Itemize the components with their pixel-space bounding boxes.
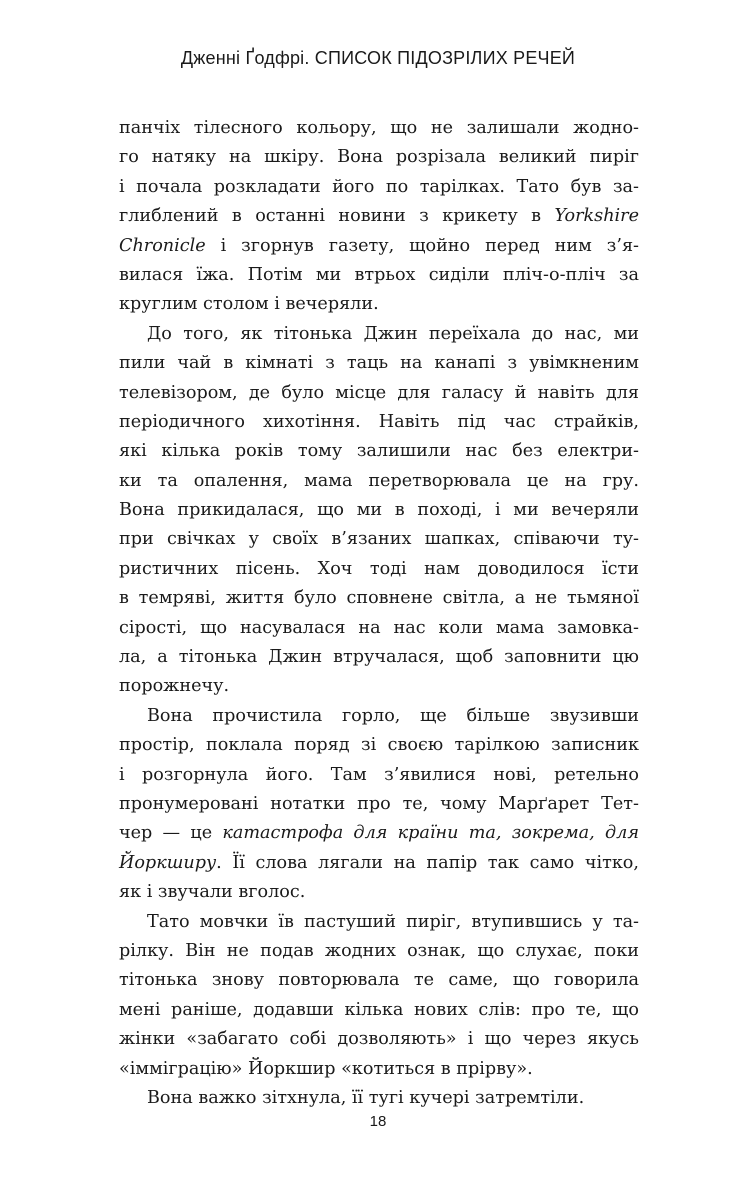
text-line: [119, 379, 639, 408]
text-segment: чер — це: [119, 823, 223, 844]
text-line: [119, 525, 639, 554]
text-line: [119, 761, 639, 790]
text-segment: круглим столом і вечеряли.: [119, 294, 379, 315]
text-line: [119, 202, 639, 231]
text-line: [119, 849, 639, 878]
text-line: [119, 349, 639, 378]
text-segment: го натяку на шкіру. Вона розрізала великий пиріг: [119, 147, 639, 168]
text-segment: ла, а тітонька Джин втручалася, щоб заповнити цю: [119, 647, 639, 668]
text-segment: пронумеровані нотатки про те, чому Марґарет Тет-: [119, 793, 639, 814]
text-line: [119, 143, 639, 172]
text-segment: Вона прикидалася, що ми в поході, і ми вечеряли: [119, 500, 639, 521]
text-segment: порожнечу.: [119, 676, 230, 697]
text-segment: періодичного хихотіння. Навіть під час страйків,: [119, 411, 639, 432]
text-line: [119, 996, 639, 1025]
italic-text: Yorkshire: [554, 206, 639, 227]
text-line: [119, 408, 639, 437]
text-segment: і згорнув газету, щойно перед ним з’я-: [205, 235, 639, 256]
text-segment: вилася їжа. Потім ми втрьох сиділи пліч-о-пліч за: [119, 264, 639, 285]
text-segment: . Її слова лягали на папір так само чітко,: [216, 852, 639, 873]
text-segment: «імміграцію» Йоркшир «котиться в прірву».: [119, 1058, 533, 1079]
text-line: [119, 731, 639, 760]
body-text: [119, 114, 639, 1113]
text-segment: і розгорнула його. Там з’явилися нові, ретельно: [119, 764, 639, 785]
text-line: [119, 173, 639, 202]
text-line: [119, 1025, 639, 1054]
text-segment: Вона важко зітхнула, її тугі кучері затремтіли.: [147, 1087, 585, 1108]
text-segment: панчіх тілесного кольору, що не залишали жодно-: [119, 118, 639, 138]
text-segment: як і звучали вголос.: [119, 882, 306, 903]
running-header: Дженні Ґодфрі. СПИСОК ПІДОЗРІЛИХ РЕЧЕЙ: [180, 48, 576, 68]
text-line: [119, 232, 639, 261]
italic-text: Chronicle: [119, 235, 206, 256]
text-line: [119, 819, 639, 848]
text-line: [119, 1055, 639, 1084]
text-line: [119, 878, 639, 907]
text-line: [119, 320, 639, 349]
text-segment: пили чай в кімнаті з таць на канапі з увімкненим: [119, 353, 639, 374]
italic-text: катастрофа для країни та, зокрема, для: [222, 823, 639, 844]
text-segment: і почала розкладати його по тарілках. Тато був за-: [119, 176, 639, 197]
text-line: [119, 290, 639, 319]
text-line: [119, 114, 639, 143]
text-segment: ристичних пісень. Хоч тоді нам доводилося їсти: [119, 558, 639, 579]
text-segment: ки та опалення, мама перетворювала це на гру.: [119, 470, 639, 491]
text-segment: До того, як тітонька Джин переїхала до нас, ми: [147, 323, 639, 344]
text-line: [119, 584, 639, 613]
page-number: 18: [369, 1113, 387, 1130]
italic-text: Йоркширу: [119, 852, 217, 873]
text-segment: жінки «забагато собі дозволяють» і що через якусь: [119, 1029, 639, 1050]
text-line: [119, 966, 639, 995]
text-segment: при свічках у своїх в’язаних шапках, співаючи ту-: [119, 529, 639, 550]
text-line: [119, 555, 639, 584]
text-line: [119, 261, 639, 290]
text-segment: мені раніше, додавши кілька нових слів: про те, що: [119, 999, 639, 1020]
text-segment: простір, поклала поряд зі своєю тарілкою записник: [119, 735, 639, 756]
text-line: [119, 1084, 639, 1113]
text-segment: які кілька років тому залишили нас без електри-: [119, 441, 639, 462]
text-segment: тітонька знову повторювала те саме, що говорила: [119, 970, 639, 991]
text-line: [119, 672, 639, 701]
text-segment: рілку. Він не подав жодних ознак, що слухає, поки: [119, 940, 639, 961]
text-line: [119, 702, 639, 731]
text-segment: сірості, що насувалася на нас коли мама замовка-: [119, 617, 639, 638]
text-line: [119, 614, 639, 643]
text-line: [119, 467, 639, 496]
text-segment: Тато мовчки їв пастуший пиріг, втупившись у та-: [147, 911, 639, 932]
text-line: [119, 937, 639, 966]
text-segment: Вона прочистила горло, ще більше звузивши: [147, 705, 639, 726]
text-segment: в темряві, життя було сповнене світла, а не тьмяної: [119, 588, 639, 609]
text-segment: телевізором, де було місце для галасу й навіть для: [119, 382, 639, 403]
text-line: [119, 437, 639, 466]
text-line: [119, 790, 639, 819]
text-segment: глиблений в останні новини з крикету в: [119, 206, 555, 227]
text-line: [119, 908, 639, 937]
text-line: [119, 643, 639, 672]
text-line: [119, 496, 639, 525]
